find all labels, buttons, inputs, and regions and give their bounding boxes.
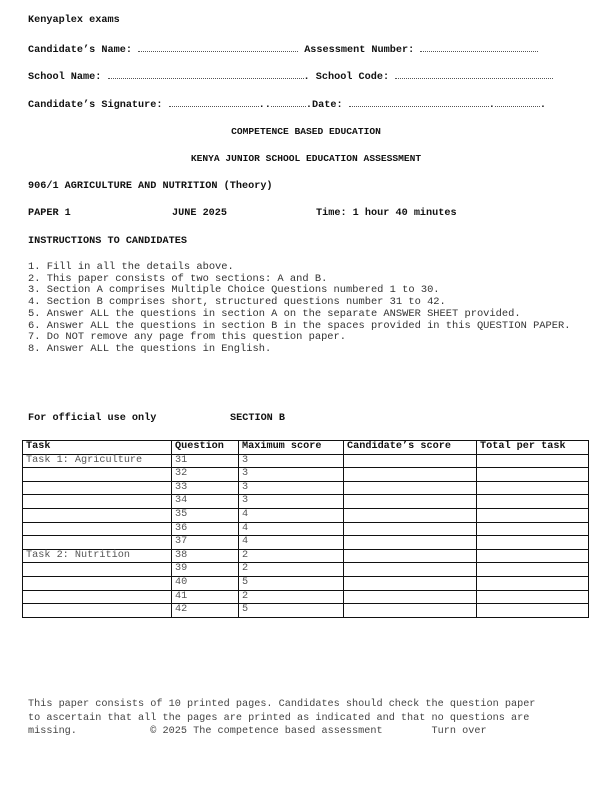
table-row <box>23 468 589 482</box>
score-table <box>22 440 589 618</box>
question-cell: 31 <box>172 454 239 468</box>
max-score-cell: 2 <box>239 563 344 577</box>
instruction-item: 1. Fill in all the details above. <box>28 261 234 273</box>
candidate-score-cell[interactable] <box>344 576 477 590</box>
instruction-item: 2. This paper consists of two sections: A and B. <box>28 272 328 285</box>
max-score-cell: 3 <box>239 468 344 482</box>
candidate-score-cell[interactable] <box>344 590 477 604</box>
subject-title: 906/1 AGRICULTURE AND NUTRITION (Theory) <box>28 181 273 192</box>
title-kjsea: KENYA JUNIOR SCHOOL EDUCATION ASSESSMENT <box>190 153 422 164</box>
date-label: Date: <box>311 100 343 111</box>
table-row <box>23 536 589 550</box>
question-cell: 32 <box>172 468 239 482</box>
footer-missing: missing. <box>28 726 77 738</box>
instruction-item: 7. Do NOT remove any page from this question paper. <box>28 331 347 344</box>
total-cell[interactable] <box>477 563 589 577</box>
question-cell: 40 <box>172 576 239 590</box>
task-cell <box>23 468 172 482</box>
task-cell: Task 1: Agriculture <box>23 454 172 468</box>
col-task: Task <box>23 441 172 455</box>
max-score-cell: 5 <box>239 604 344 618</box>
candidate-score-cell[interactable] <box>344 508 477 522</box>
exam-time: Time: 1 hour 40 minutes <box>316 208 457 219</box>
school-name-field[interactable] <box>108 70 304 79</box>
total-cell[interactable] <box>477 536 589 550</box>
task-cell <box>23 522 172 536</box>
task-cell: Task 2: Nutrition <box>23 549 172 563</box>
question-cell: 39 <box>172 563 239 577</box>
instruction-item: 4. Section B comprises short, structured questions number 31 to 42. <box>28 296 446 309</box>
task-cell <box>23 508 172 522</box>
section-b-label: SECTION B <box>230 413 286 424</box>
candidate-name-label: Candidate’s Name: <box>28 45 132 56</box>
question-cell: 34 <box>172 495 239 509</box>
school-name-row: School Name: . School Code: <box>28 70 553 83</box>
instruction-item: 6. Answer ALL the questions in section B in the spaces provided in this QUESTION PAPER. <box>28 319 571 332</box>
total-cell[interactable] <box>477 468 589 482</box>
brand-header: Kenyaplex exams <box>28 15 120 26</box>
question-cell: 42 <box>172 604 239 618</box>
school-code-field[interactable] <box>395 70 553 79</box>
table-row <box>23 522 589 536</box>
question-cell: 35 <box>172 508 239 522</box>
date-field[interactable] <box>349 98 489 107</box>
table-row <box>23 495 589 509</box>
candidate-name-field[interactable] <box>138 43 298 52</box>
footer-turn-over: Turn over <box>431 726 487 738</box>
table-row <box>23 590 589 604</box>
title-competence: COMPETENCE BASED EDUCATION <box>231 126 381 137</box>
question-cell: 37 <box>172 536 239 550</box>
total-cell[interactable] <box>477 576 589 590</box>
table-row <box>23 549 589 563</box>
exam-date: JUNE 2025 <box>172 208 228 219</box>
footer-copyright: © 2025 The competence based assessment <box>150 726 383 738</box>
candidate-score-cell[interactable] <box>344 481 477 495</box>
instruction-item: 5. Answer ALL the questions in section A on the separate ANSWER SHEET provided. <box>28 307 521 320</box>
max-score-cell: 3 <box>239 481 344 495</box>
table-row <box>23 576 589 590</box>
total-cell[interactable] <box>477 604 589 618</box>
instructions-heading: INSTRUCTIONS TO CANDIDATES <box>28 236 187 247</box>
task-cell <box>23 495 172 509</box>
school-name-label: School Name: <box>28 72 102 83</box>
candidate-score-cell[interactable] <box>344 468 477 482</box>
question-cell: 33 <box>172 481 239 495</box>
candidate-score-cell[interactable] <box>344 495 477 509</box>
signature-label: Candidate’s Signature: <box>28 100 163 111</box>
assessment-number-label: Assessment Number: <box>304 45 415 56</box>
table-row <box>23 454 589 468</box>
col-candidate-score: Candidate’s score <box>344 441 477 455</box>
signature-field[interactable] <box>169 98 259 107</box>
total-cell[interactable] <box>477 508 589 522</box>
candidate-name-row <box>28 43 538 56</box>
instructions-list <box>28 262 598 356</box>
task-cell <box>23 604 172 618</box>
task-cell <box>23 563 172 577</box>
assessment-number-field[interactable] <box>420 43 538 52</box>
candidate-score-cell[interactable] <box>344 454 477 468</box>
question-cell: 38 <box>172 549 239 563</box>
total-cell[interactable] <box>477 481 589 495</box>
max-score-cell: 4 <box>239 536 344 550</box>
max-score-cell: 3 <box>239 495 344 509</box>
instruction-item: 8. Answer ALL the questions in English. <box>28 342 272 355</box>
paper-number: PAPER 1 <box>28 208 71 219</box>
max-score-cell: 5 <box>239 576 344 590</box>
table-row <box>23 481 589 495</box>
col-total-per-task: Total per task <box>477 441 589 455</box>
max-score-cell: 4 <box>239 508 344 522</box>
total-cell[interactable] <box>477 549 589 563</box>
candidate-score-cell[interactable] <box>344 536 477 550</box>
task-cell <box>23 536 172 550</box>
candidate-score-cell[interactable] <box>344 522 477 536</box>
footer-line-2: to ascertain that all the pages are printed as indicated and that no questions are <box>28 712 530 724</box>
footer-line-1: This paper consists of 10 printed pages. Candidates should check the question paper <box>28 699 536 710</box>
footer <box>28 698 535 739</box>
question-cell: 36 <box>172 522 239 536</box>
total-cell[interactable] <box>477 495 589 509</box>
task-cell <box>23 481 172 495</box>
candidate-score-cell[interactable] <box>344 604 477 618</box>
task-cell <box>23 576 172 590</box>
table-header-row <box>23 441 589 455</box>
total-cell[interactable] <box>477 454 589 468</box>
instruction-item: 3. Section A comprises Multiple Choice Questions numbered 1 to 30. <box>28 284 440 297</box>
table-row <box>23 604 589 618</box>
school-code-label: School Code: <box>315 72 390 83</box>
table-row <box>23 508 589 522</box>
candidate-score-cell[interactable] <box>344 563 477 577</box>
task-cell <box>23 590 172 604</box>
official-use-label: For official use only <box>28 413 157 424</box>
question-cell: 41 <box>172 590 239 604</box>
max-score-cell: 2 <box>239 549 344 563</box>
max-score-cell: 3 <box>239 454 344 468</box>
max-score-cell: 2 <box>239 590 344 604</box>
table-row <box>23 563 589 577</box>
signature-row: Candidate’s Signature: .. .Date: . . <box>28 100 546 111</box>
col-question: Question <box>172 441 239 455</box>
total-cell[interactable] <box>477 522 589 536</box>
candidate-score-cell[interactable] <box>344 549 477 563</box>
max-score-cell: 4 <box>239 522 344 536</box>
total-cell[interactable] <box>477 590 589 604</box>
col-max-score: Maximum score <box>239 441 344 455</box>
